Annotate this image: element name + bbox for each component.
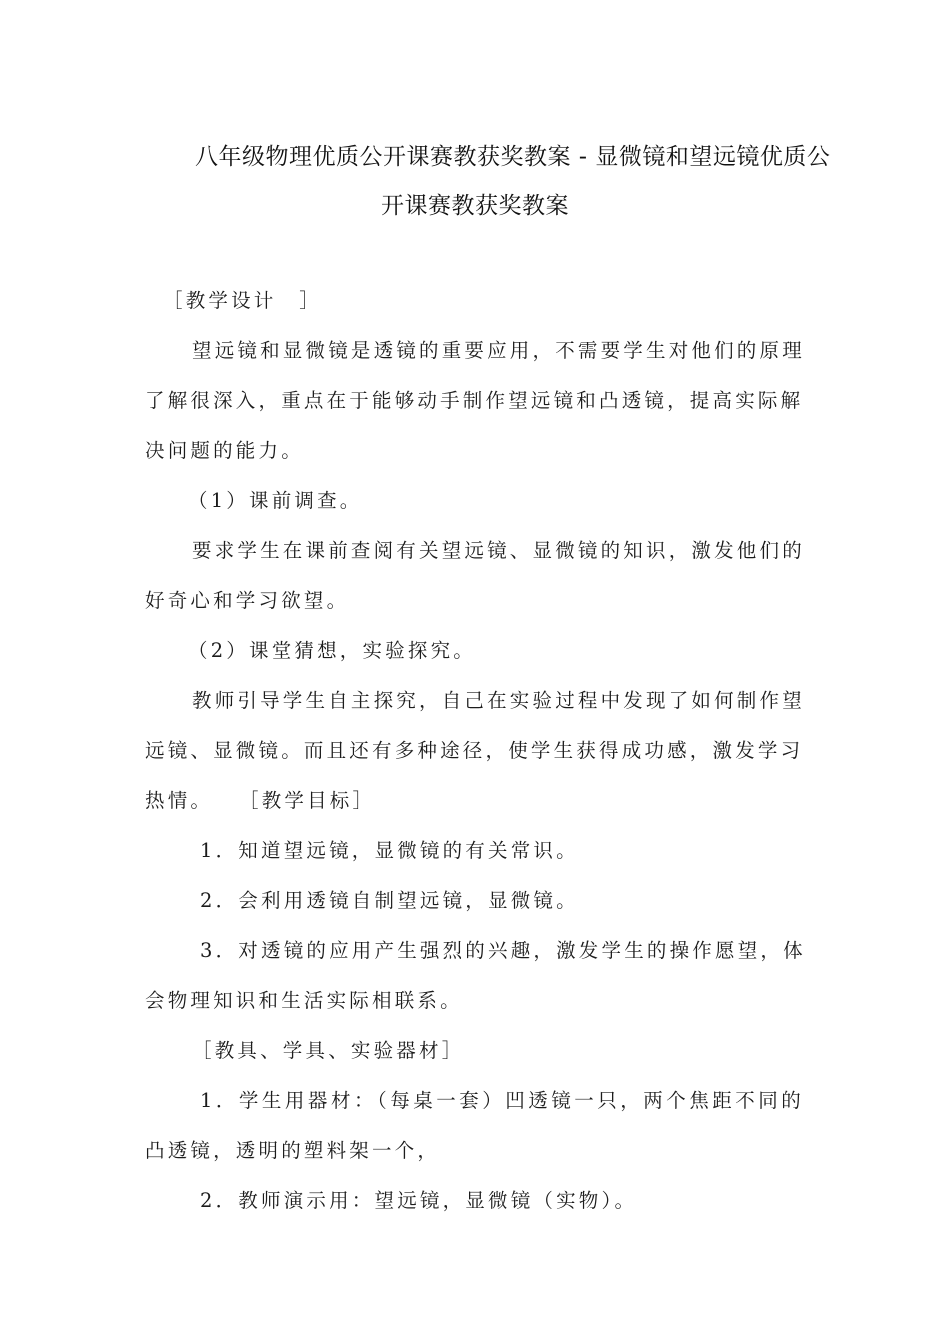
paragraph-line: 好奇心和学习欲望。 [145,589,350,612]
paragraph-line: 教师引导学生自主探究，自己在实验过程中发现了如何制作望 [192,689,805,712]
list-item-heading: （2）课堂猜想，实验探究。 [188,639,477,662]
paragraph-line: 远镜、显微镜。而且还有多种途径，使学生获得成功感，激发学习 [145,739,804,762]
goal-item: 3．对透镜的应用产生强烈的兴趣，激发学生的操作愿望，体 [200,939,806,962]
materials-item: 1．学生用器材：（每桌一套）凹透镜一只，两个焦距不同的 [200,1089,804,1112]
paragraph-line: 要求学生在课前查阅有关望远镜、显微镜的知识，激发他们的 [192,539,805,562]
paragraph-line: 凸透镜，透明的塑料架一个， [145,1139,441,1162]
paragraph-line-with-heading: 热情。 ［教学目标］ [145,789,376,812]
document-title-line-2: 开课赛教获奖教案 [381,193,569,219]
materials-item: 2．教师演示用：望远镜，显微镜（实物）。 [200,1189,638,1212]
paragraph-line: 了解很深入，重点在于能够动手制作望远镜和凸透镜，提高实际解 [145,389,804,412]
section-heading-materials: ［教具、学具、实验器材］ [192,1039,465,1062]
goal-item: 1．知道望远镜，显微镜的有关常识。 [200,839,579,862]
section-heading-teaching-design: ［教学设计 ］ [163,289,322,312]
paragraph-line: 望远镜和显微镜是透镜的重要应用，不需要学生对他们的原理 [192,339,805,362]
paragraph-line: 会物理知识和生活实际相联系。 [145,989,463,1012]
paragraph-line: 决问题的能力。 [145,439,304,462]
list-item-heading: （1）课前调查。 [188,489,363,512]
goal-item: 2．会利用透镜自制望远镜，显微镜。 [200,889,579,912]
document-title-line-1: 八年级物理优质公开课赛教获奖教案 - 显微镜和望远镜优质公 [195,144,831,170]
